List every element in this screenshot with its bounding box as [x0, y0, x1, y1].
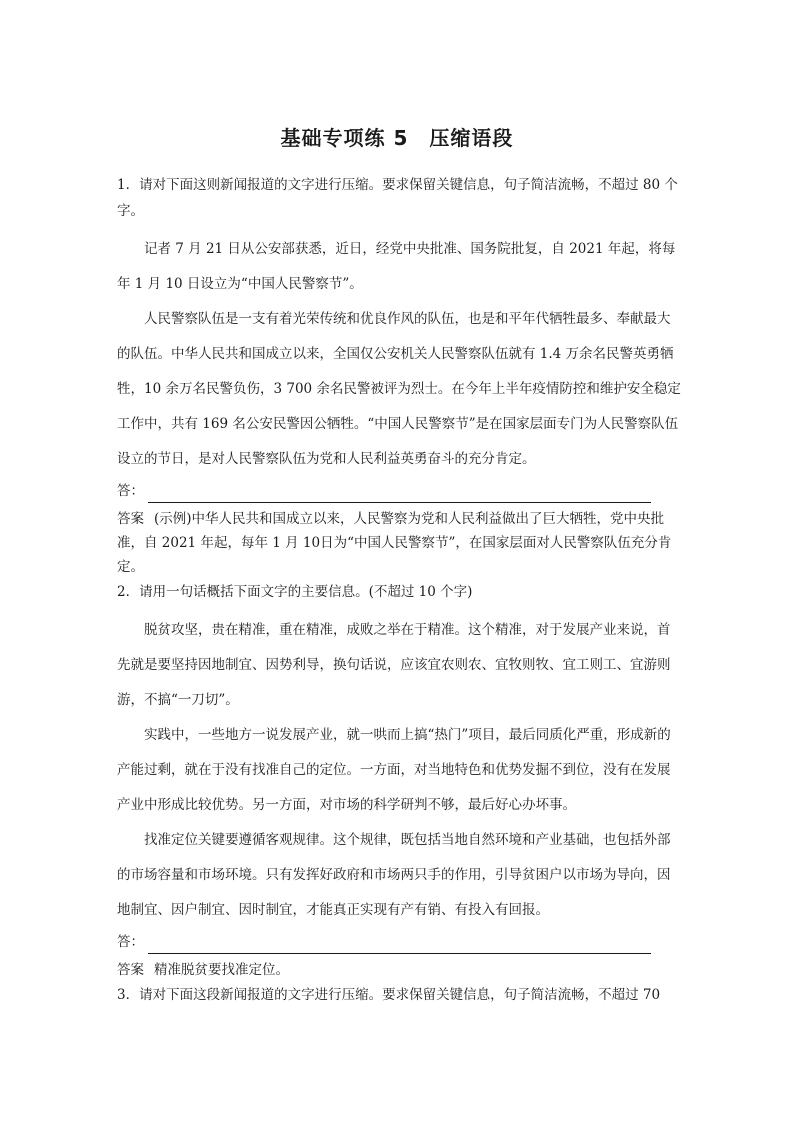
answer-label: 答：	[117, 934, 144, 950]
solution-text: (示例)中华人民共和国成立以来，人民警察为党和人民利益做出了巨大牺牲，党中央批准，自 2021 年起，每年 1 月 10日为“中国人民警察节”，在国家层面对人民警察队伍充分肯定。	[117, 511, 672, 575]
question-2-paragraph: 实践中，一些地方一说发展产业，就一哄而上搞“热门”项目，最后同质化严重，形成新的产能过剩，就在于没有找准自己的定位。一方面，对当地特色和优势发掘不到位，没有在发展产业中形成比较优势。另一方面，对市场的科学研判不够，最后好心办坏事。	[117, 727, 671, 813]
question-3	[117, 982, 682, 1008]
question-1	[117, 172, 682, 579]
question-2-paragraph: 找准定位关键要遵循客观规律。这个规律，既包括当地自然环境和产业基础，也包括外部的市场容量和市场环境。只有发挥好政府和市场两只手的作用，引导贫困户以市场为导向，因地制宜、因户制宜、因时制宜，才能真正实现有产有销、有投入有回报。	[117, 832, 671, 918]
question-2-prompt: 2．请用一句话概括下面文字的主要信息。(不超过 10 个字)	[117, 584, 473, 600]
content-body	[117, 172, 682, 1008]
page-title: 基础专项练 5 压缩语段	[280, 126, 514, 150]
question-2-paragraph: 脱贫攻坚，贵在精准，重在精准，成败之举在于精准。这个精准，对于发展产业来说，首先就是要坚持因地制宜、因势利导，换句话说，应该宜农则农、宜牧则牧、宜工则工、宜游则游，不搞“一刀切”。	[117, 622, 671, 708]
solution-tag: 答案	[117, 511, 144, 527]
answer-blank-line[interactable]	[148, 937, 651, 954]
question-1-prompt: 1．请对下面这则新闻报道的文字进行压缩。要求保留关键信息，句子简洁流畅，不超过 80 个字。	[117, 177, 678, 219]
question-3-prompt: 3．请对下面这段新闻报道的文字进行压缩。要求保留关键信息，句子简洁流畅，不超过 70	[117, 987, 661, 1003]
question-2-solution	[117, 958, 682, 982]
answer-label: 答：	[117, 483, 144, 499]
answer-blank-line[interactable]	[148, 486, 651, 503]
solution-tag: 答案	[117, 962, 144, 978]
question-1-solution	[117, 507, 682, 579]
question-1-paragraph: 人民警察队伍是一支有着光荣传统和优良作风的队伍，也是和平年代牺牲最多、奉献最大的队伍。中华人民共和国成立以来，全国仅公安机关人民警察队伍就有 1.4 万余名民警英勇牺牲，10 余万名民警负伤，3 700 余名民警被评为烈士。在今年上半年疫情防控和维护安全稳定工作中，共有 169 名公安民警因公牺牲。“中国人民警察节”是在国家层面专门为人民警察队伍设立的节日，是对人民警察队伍为党和人民利益英勇奋斗的充分肯定。	[117, 311, 681, 467]
question-1-paragraph: 记者 7 月 21 日从公安部获悉，近日，经党中央批准、国务院批复，自 2021 年起，将每年 1 月 10 日设立为“中国人民警察节”。	[117, 241, 676, 292]
question-1-answer-row	[117, 479, 682, 503]
solution-text: 精准脱贫要找准定位。	[154, 962, 289, 978]
question-2	[117, 579, 682, 982]
question-2-answer-row	[117, 930, 682, 954]
